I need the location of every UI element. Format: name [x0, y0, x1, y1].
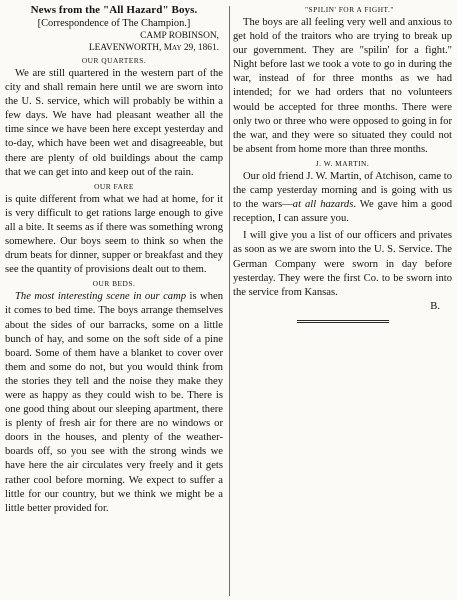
dateline-camp: CAMP ROBINSON,: [140, 31, 219, 41]
martin-tail: . We gave him a good reception, I can assure you.: [233, 199, 453, 225]
right-column: [233, 3, 452, 323]
martin-lead: Our old friend J. W. Martin, of Atchison, came to the camp yesterday morning and is going with us to the wars—: [233, 170, 452, 211]
paragraph-closing: I will give you a list of our officers and privates as soon as we are sworn into the U. S. Service. The German Company were sworn in day before yesterday. They were the first Co. to be sworn into the service from Kansas.: [233, 230, 452, 298]
paragraph-martin: [233, 170, 452, 226]
section-heading-quarters: OUR QUARTERS.: [81, 56, 147, 65]
beds-italic-lead: The most interesting scene in our camp: [15, 291, 187, 303]
martin-italic: at all hazards: [292, 199, 354, 211]
correspondence-line: [Correspondence of The Champion.]: [37, 18, 191, 29]
section-heading-martin: J. W. MARTIN.: [315, 158, 370, 168]
beds-text: is when it comes to bed time. The boys arrange themselves about the sides of our barracks, some on a little bunch of hay, and some on the soft side of a pine board. Some of them have a blanket to cover over them and some do not, but you would think from the stories they tell and the noise they make they were as happy as they could wish to be. There is one good thing about our sleeping apartment, there is plenty of fresh air for there are no windows or doors in the houses, and plenty of the weather-boards off, so you see with the strong winds we have here the air circulates very freely and it gets rather cool before morning. We expect to suffer a little for our country, but we think we might be a little better provided for.: [5, 291, 223, 514]
paragraph-quarters: We are still quartered in the western part of the city and shall remain here until we are sworn into the U. S. service, which will probably be within a few days. We have had pleasant weather all the time since we have been here except yesterday and to-day, which have been wet and disagreeable, but there are plenty of old buildings about the camp that we can get into and keep out of the rain.: [5, 68, 223, 178]
signature: B.: [430, 300, 440, 312]
section-heading-fight: "SPILIN' FOR A FIGHT.": [305, 5, 394, 14]
article-headline: News from the "All Hazard" Boys.: [30, 4, 198, 16]
column-divider: [229, 6, 230, 596]
dateline-place-date: LEAVENWORTH, May 29, 1861.: [88, 42, 219, 53]
paragraph-beds: [5, 290, 223, 516]
paragraph-fight: The boys are all feeling very well and anxious to get hold of the traitors who are trying to break up our government. They are "spilin' for a fight." Night before last we took a vote to go in during the war, instead of for three months as we had intended; for we had orders that no volunteers would be accepted for three months. There were only two or three who were opposed to going in for the war, and they were so situated they could not be absent from home more than three months.: [233, 17, 452, 155]
left-column: [5, 3, 223, 516]
dateline: [5, 31, 223, 54]
section-heading-fare: OUR FARE: [94, 181, 134, 191]
end-rule: [297, 320, 389, 323]
section-heading-beds: OUR BEDS.: [92, 279, 136, 289]
paragraph-fare: is quite different from what we had at home, for it is very difficult to get rations large enough to give all a bite. It seems as if there was something wrong somewhere. Our boys seem to think so when the drum beats for dinner, supper or breakfast and they see the quantity of provisions dealt out to them.: [5, 193, 223, 276]
